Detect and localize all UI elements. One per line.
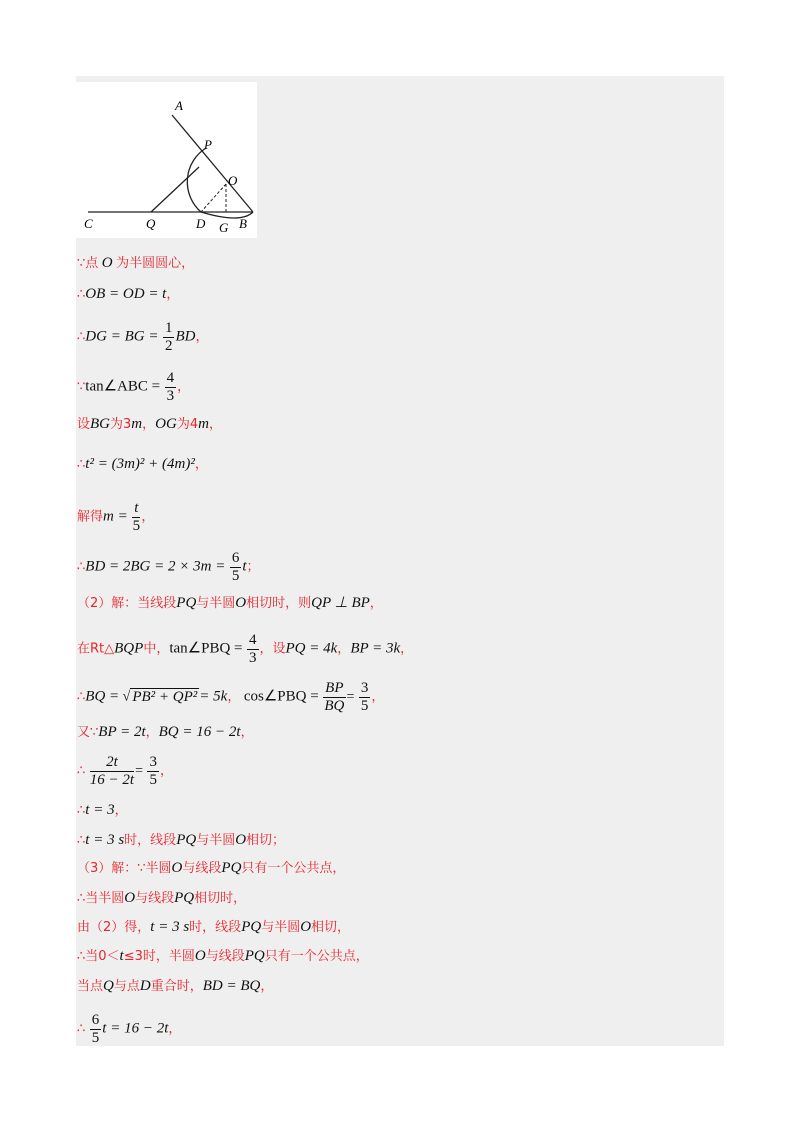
line-4: ∵tan∠ABC = $\frac{4}{3}$ ， [77, 370, 191, 404]
line-20: 当点Q与点D重合时，BD = BQ， [77, 978, 274, 994]
label-b: B [239, 216, 247, 231]
label-q: Q [146, 216, 156, 231]
line-7: 解得m = $\frac{t}{5}$ ， [77, 500, 155, 534]
line-15: ∴t = 3 s时，线段PQ与半圆O相切； [77, 832, 286, 848]
line-6: ∴t² = (3m)² + (4m)²， [77, 456, 208, 472]
line-8: ∴BD = 2BG = 2 × 3m = $\frac{6}{5}$ t； [77, 550, 260, 584]
line-21: ∴ $\frac{6}{5}$ t = 16 − 2t， [77, 1012, 182, 1046]
line-17: ∴当半圆O与线段PQ相切时， [77, 890, 247, 906]
line-10: 在Rt△BQP中，tan∠PBQ = $\frac{4}{3}$ ，设PQ = 4k，BP = 3k， [77, 632, 414, 666]
geometry-diagram [76, 82, 257, 238]
line-2: ∴OB = OD = t， [77, 286, 180, 302]
label-o: O [228, 173, 238, 188]
line-1: ∵点 O 为半圆圆心， [77, 255, 195, 271]
label-c: C [84, 216, 93, 231]
geometry-figure [76, 82, 257, 238]
line-3: ∴DG = BG = $\frac{1}{2}$ BD， [77, 320, 209, 354]
line-19: ∴当0＜t≤3时，半圆O与线段PQ只有一个公共点， [77, 948, 369, 964]
label-a: A [175, 98, 183, 113]
line-9: （2）解：当线段PQ与半圆O相切时，则QP ⊥ BP， [77, 595, 383, 611]
label-d: D [196, 216, 206, 231]
line-13: ∴ $\frac{2t}{16 - 2t}$ = $\frac{3}{5}$ ， [77, 754, 173, 788]
line-12: 又∵BP = 2t，BQ = 16 − 2t， [77, 724, 254, 740]
line-14: ∴t = 3， [77, 802, 128, 818]
line-18: 由（2）得，t = 3 s时，线段PQ与半圆O相切， [77, 919, 351, 935]
line-11: ∴BQ = √ PB² + QP² = 5k， cos∠PBQ = $\frac{BP}{BQ}$ = $\frac{3}{5}$ ， [77, 680, 385, 714]
label-g: G [219, 220, 229, 235]
line-5: 设BG为3m，OG为4m， [77, 416, 222, 432]
line-16: （3）解：∵半圆O与线段PQ只有一个公共点， [77, 860, 346, 876]
label-p: P [204, 137, 212, 152]
